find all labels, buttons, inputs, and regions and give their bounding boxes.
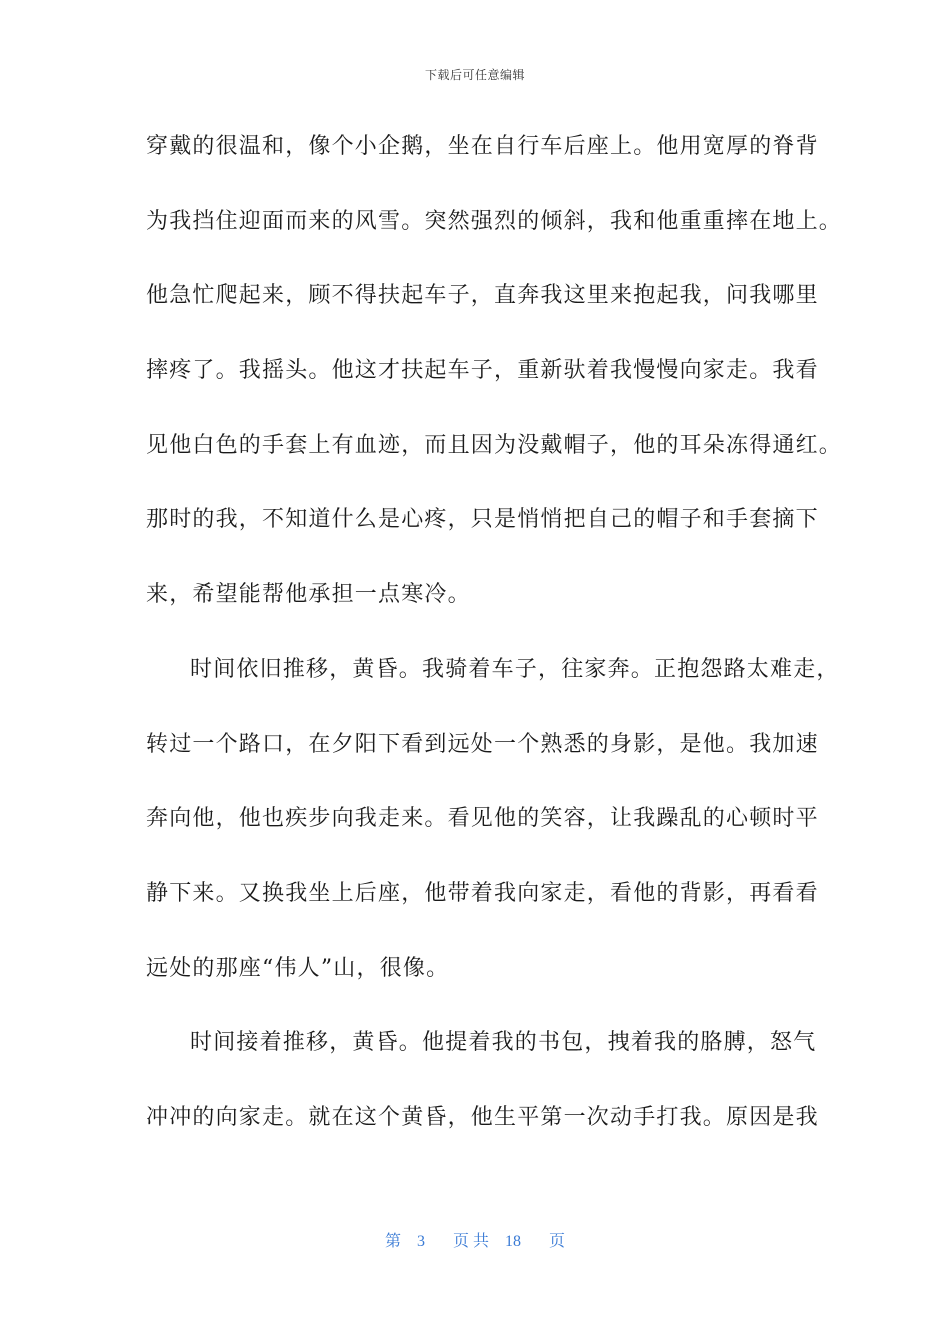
- text-line: 他急忙爬起来，顾不得扶起车子，直奔我这里来抱起我，问我哪里: [146, 283, 819, 309]
- text-line: 静下来。又换我坐上后座，他带着我向家走，看他的背影，再看看: [146, 880, 819, 906]
- paragraph-start-line: 时间接着推移，黄昏。他提着我的书包，拽着我的胳膊，怒气: [190, 1030, 817, 1056]
- text-line: 摔疼了。我摇头。他这才扶起车子，重新驮着我慢慢向家走。我看: [146, 358, 819, 384]
- footer-middle: 页 共: [452, 1233, 489, 1250]
- text-line: 来，希望能帮他承担一点寒冷。: [146, 582, 471, 608]
- text-line: 冲冲的向家走。就在这个黄昏，他生平第一次动手打我。原因是我: [146, 1104, 819, 1130]
- page-footer: [0, 1228, 950, 1251]
- text-line: 见他白色的手套上有血迹，而且因为没戴帽子，他的耳朵冻得通红。: [146, 432, 843, 458]
- text-line: 转过一个路口，在夕阳下看到远处一个熟悉的身影，是他。我加速: [146, 731, 819, 757]
- text-line: 那时的我，不知道什么是心疼，只是悄悄把自己的帽子和手套摘下: [146, 507, 819, 533]
- text-line: 远处的那座“伟人”山，很像。: [146, 955, 450, 981]
- text-line: 奔向他，他也疾步向我走来。看见他的笑容，让我躁乱的心顿时平: [146, 806, 819, 832]
- footer-prefix: 第: [384, 1233, 401, 1250]
- document-body: [146, 120, 843, 1166]
- current-page-number: 3: [416, 1233, 425, 1250]
- paragraph-start-line: 时间依旧推移，黄昏。我骑着车子，往家奔。正抱怨路太难走，: [190, 656, 840, 682]
- page-header: 下载后可任意编辑: [424, 68, 525, 82]
- text-line: 为我挡住迎面而来的风雪。突然强烈的倾斜，我和他重重摔在地上。: [146, 208, 843, 234]
- total-page-count: 18: [505, 1233, 521, 1250]
- text-line: 穿戴的很温和，像个小企鹅，坐在自行车后座上。他用宽厚的脊背: [146, 134, 819, 159]
- footer-suffix: 页: [549, 1233, 566, 1250]
